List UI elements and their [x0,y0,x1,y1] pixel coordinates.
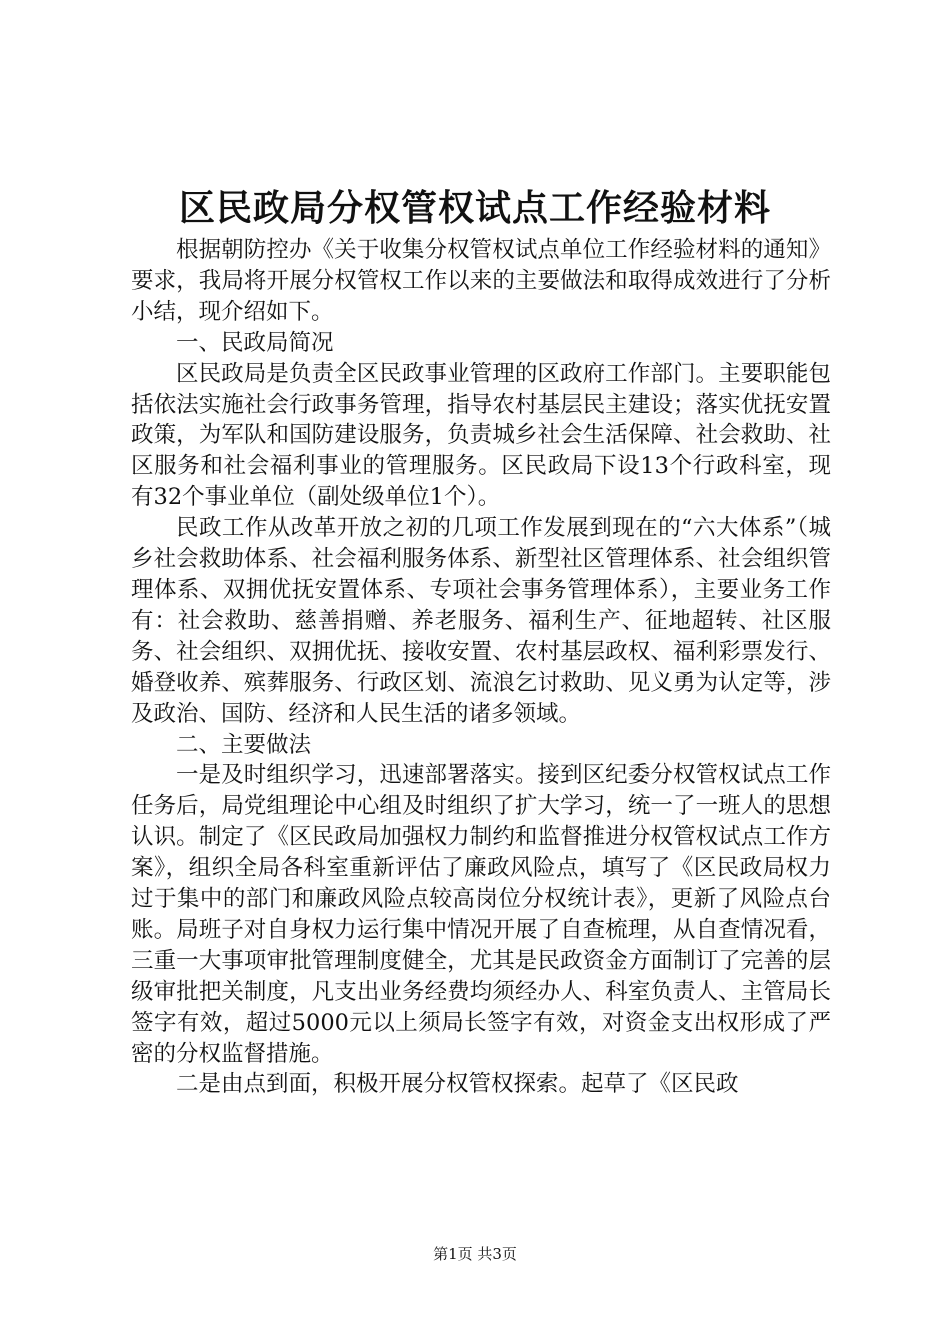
document-body [131,235,831,1100]
paragraph-intro: 根据朝防控办《关于收集分权管权试点单位工作经验材料的通知》要求，我局将开展分权管权工作以来的主要做法和取得成效进行了分析小结，现介绍如下。 [131,237,831,325]
document-title: 区民政局分权管权试点工作经验材料 [178,187,771,229]
section-heading-overview: 一、民政局简况 [176,329,334,356]
page-footer: 第1页 共3页 [433,1245,517,1263]
paragraph-practice-one: 一是及时组织学习，迅速部署落实。接到区纪委分权管权试点工作任务后，局党组理论中心组及时组织了扩大学习，统一了一班人的思想认识。制定了《区民政局加强权力制约和监督推进分权管权试点工作方案》，组织全局各科室重新评估了廉政风险点，填写了《区民政局权力过于集中的部门和廉政风险点较高岗位分权统计表》，更新了风险点台账。局班子对自身权力运行集中情况开展了自查梳理，从自查情况看，三重一大事项审批管理制度健全，尤其是民政资金方面制订了完善的层级审批把关制度，凡支出业务经费均须经办人、科室负责人、主管局长签字有效，超过5000元以上须局长签字有效，对资金支出权形成了严密的分权监督措施。 [131,762,831,1067]
paragraph-practice-two: 二是由点到面，积极开展分权管权探索。起草了《区民政 [176,1071,739,1098]
section-heading-practices: 二、主要做法 [176,731,312,758]
paragraph-work-systems: 民政工作从改革开放之初的几项工作发展到现在的“六大体系”（城乡社会救助体系、社会福利服务体系、新型社区管理体系、社会组织管理体系、双拥优抚安置体系、专项社会事务管理体系），主要业务工作有：社会救助、慈善捐赠、养老服务、福利生产、征地超转、社区服务、社会组织、双拥优抚、接收安置、农村基层政权、福利彩票发行、婚登收养、殡葬服务、行政区划、流浪乞讨救助、见义勇为认定等，涉及政治、国防、经济和人民生活的诸多领域。 [131,515,831,727]
paragraph-bureau-overview: 区民政局是负责全区民政事业管理的区政府工作部门。主要职能包括依法实施社会行政事务管理，指导农村基层民主建设；落实优抚安置政策，为军队和国防建设服务，负责城乡社会生活保障、社会救助、社区服务和社会福利事业的管理服务。区民政局下设13个行政科室，现有32个事业单位（副处级单位1个）。 [131,360,831,511]
